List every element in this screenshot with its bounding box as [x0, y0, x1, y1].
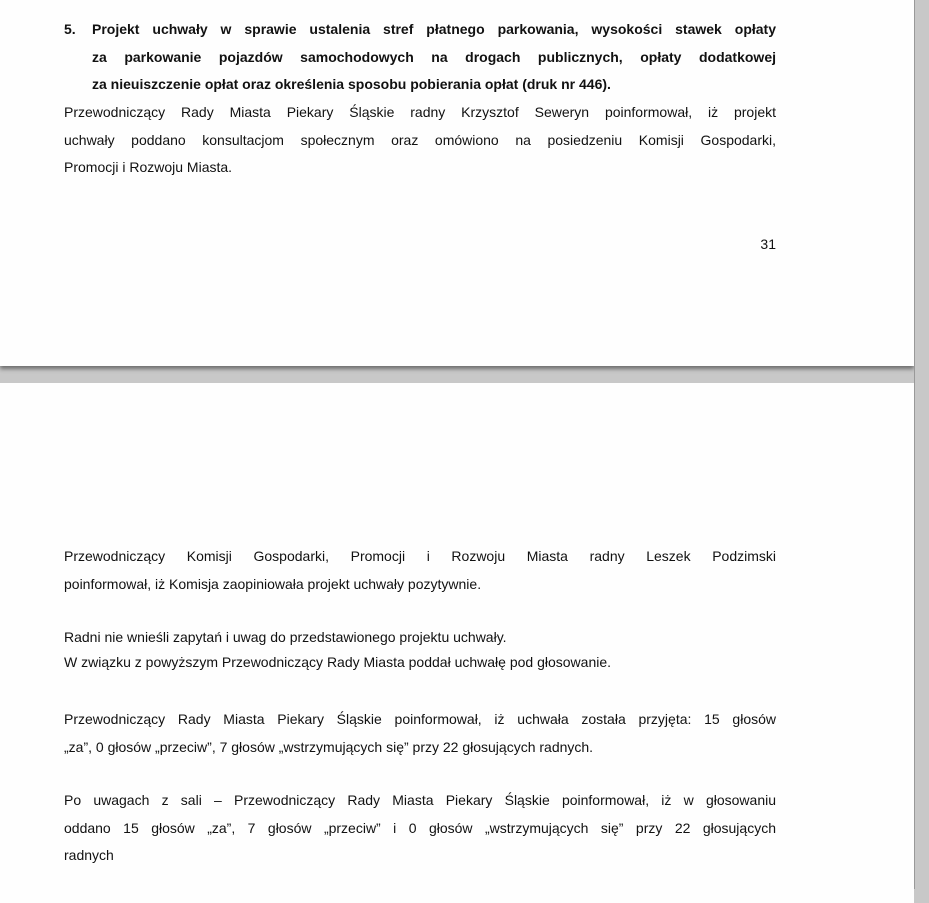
text-line: Promocji i Rozwoju Miasta. — [64, 159, 233, 175]
paragraph — [64, 706, 776, 761]
text-line: poinformował, iż Komisja zaopiniowała projekt uchwały pozytywnie. — [64, 575, 482, 592]
agenda-item-number: 5. — [64, 21, 76, 37]
text-line: Przewodniczący Komisji Gospodarki, Promocji i Rozwoju Miasta radny Leszek Podzimski — [64, 548, 776, 564]
viewer-right-margin — [914, 0, 929, 889]
heading-line: Projekt uchwały w sprawie ustalenia stref płatnego parkowania, wysokości stawek opłaty — [92, 21, 776, 37]
text-line: Przewodniczący Rady Miasta Piekary Śląskie radny Krzysztof Seweryn poinformował, iż projekt — [64, 104, 776, 120]
document-page-32 — [0, 383, 914, 903]
text-line: uchwały poddano konsultacjom społecznym oraz omówiono na posiedzeniu Komisji Gospodarki, — [64, 131, 776, 148]
text-line: W związku z powyższym Przewodniczący Rady Miasta poddał uchwałę pod głosowanie. — [64, 654, 612, 670]
text-line: Radni nie wnieśli zapytań i uwag do przedstawionego projektu uchwały. — [64, 629, 507, 645]
paragraph — [64, 625, 776, 675]
text-line: Przewodniczący Rady Miasta Piekary Śląskie poinformował, iż uchwała została przyjęta: 15 głosów — [64, 711, 776, 727]
page-number: 31 — [760, 236, 776, 252]
text-line: oddano 15 głosów „za”, 7 głosów „przeciw” i 0 głosów „wstrzymujących się” przy 22 głosujących — [64, 819, 776, 836]
text-line: „za”, 0 głosów „przeciw”, 7 głosów „wstrzymujących się” przy 22 głosujących radnych. — [64, 738, 594, 755]
heading-line: za nieuiszczenie opłat oraz określenia sposobu pobierania opłat (druk nr 446). — [92, 76, 611, 92]
text-line: Po uwagach z sali – Przewodniczący Rady Miasta Piekary Śląskie poinformował, iż w głosowaniu — [64, 792, 776, 808]
document-page-31 — [0, 0, 914, 366]
agenda-item-heading — [64, 16, 776, 99]
text-line: radnych — [64, 847, 114, 863]
paragraph — [64, 99, 776, 182]
heading-line: za parkowanie pojazdów samochodowych na drogach publicznych, opłaty dodatkowej — [92, 48, 776, 65]
paragraph — [64, 787, 776, 870]
paragraph — [64, 543, 776, 598]
